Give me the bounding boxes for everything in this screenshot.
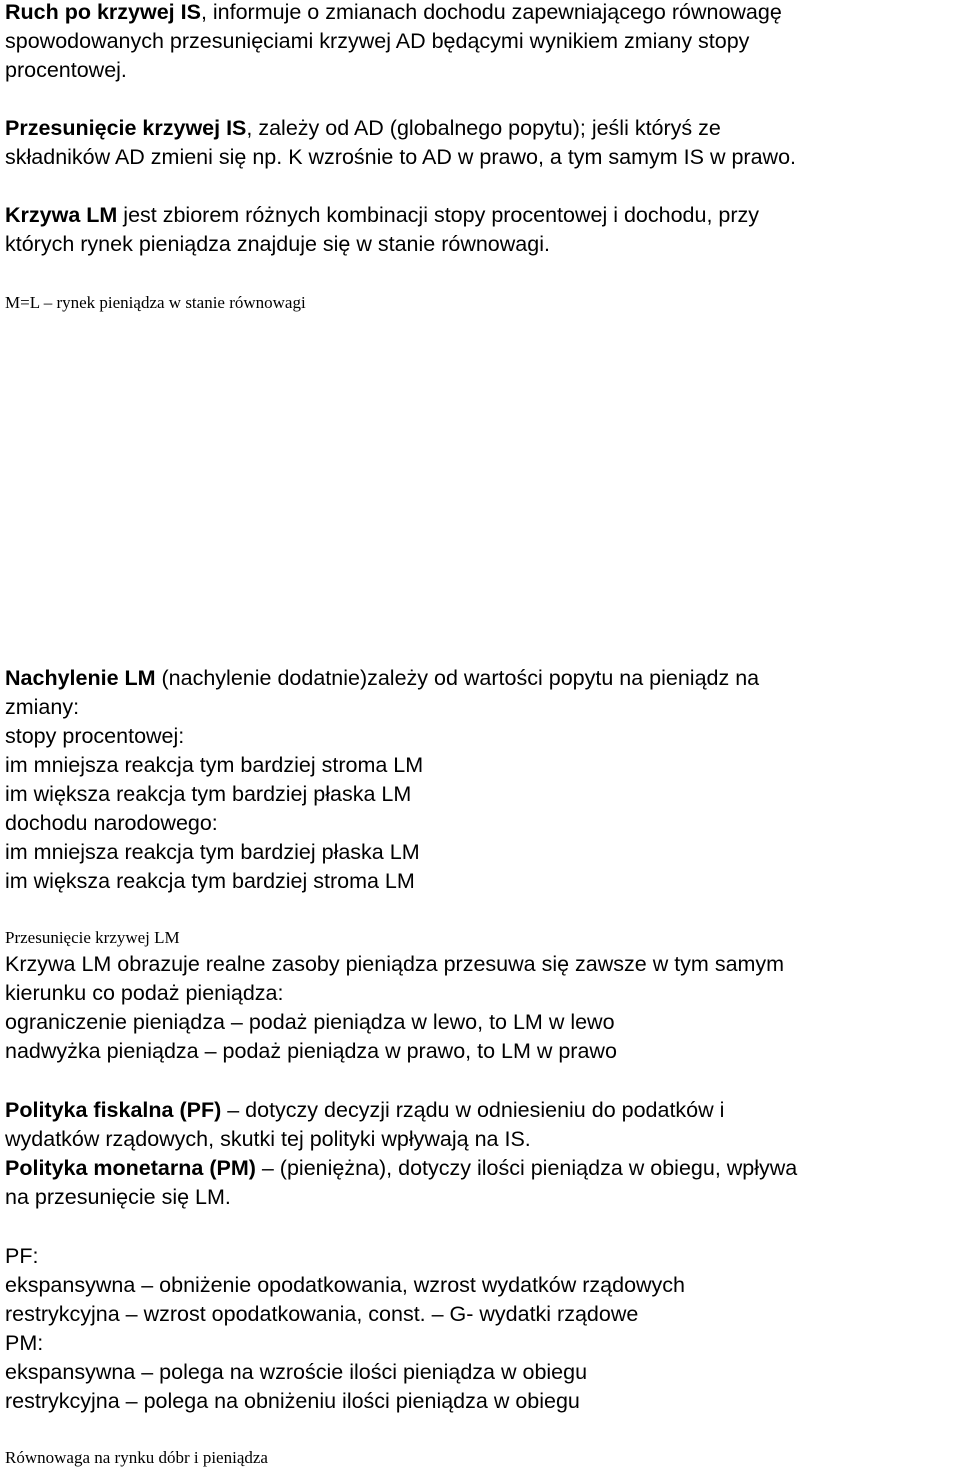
pm-line2: na przesunięcie się LM. [5,1185,231,1209]
p5-line: im mniejsza reakcja tym bardziej płaska LM [5,840,420,864]
p2-line2: składników AD zmieni się np. K wzrośnie to AD w prawo, a tym samym IS w prawo. [5,145,796,169]
p5-term: Nachylenie LM [5,666,156,690]
p8-line: ekspansywna – obniżenie opodatkowania, wzrost wydatków rządowych [5,1273,686,1297]
p6-line: ograniczenie pieniądza – podaż pieniądza w lewo, to LM w lewo [5,1010,615,1034]
pm-line1 [5,1154,797,1183]
p3-line2: których rynek pieniądza znajduje się w stanie równowagi. [5,232,550,256]
pm-term: Polityka monetarna (PM) [5,1156,256,1180]
p8-line: restrykcyjna – polega na obniżeniu ilości pieniądza w obiegu [5,1389,580,1413]
p2-term: Przesunięcie krzywej IS [5,116,247,140]
p3-line1 [5,201,759,230]
p3-text: jest zbiorem różnych kombinacji stopy procentowej i dochodu, przy [117,203,760,227]
p6-line: nadwyżka pieniądza – podaż pieniądza w prawo, to LM w prawo [5,1039,617,1063]
p2-text: , zależy od AD (globalnego popytu); jeśli któryś ze [246,116,721,140]
p6-line: kierunku co podaż pieniądza: [5,981,284,1005]
p5-line: zmiany: [5,695,80,719]
p5-line1 [5,664,759,693]
pf-line2: wydatków rządowych, skutki tej polityki wpływają na IS. [5,1127,531,1151]
p8-line: PF: [5,1244,39,1268]
pf-term: Polityka fiskalna (PF) [5,1098,222,1122]
p1-term: Ruch po krzywej IS [5,0,201,24]
pf-text: – dotyczy decyzji rządu w odniesieniu do podatków i [221,1098,725,1122]
p2-line1 [5,114,721,143]
p5-line: dochodu narodowego: [5,811,218,835]
p5-line: stopy procentowej: [5,724,185,748]
p5-line: im większa reakcja tym bardziej płaska LM [5,782,412,806]
p8-line: ekspansywna – polega na wzroście ilości pieniądza w obiegu [5,1360,588,1384]
p5-text: (nachylenie dodatnie)zależy od wartości popytu na pieniądz na [155,666,760,690]
equilibrium-heading: Równowaga na rynku dóbr i pieniądza [5,1448,268,1467]
pf-line1 [5,1096,724,1125]
p5-line: im większa reakcja tym bardziej stroma LM [5,869,415,893]
p8-line: PM: [5,1331,44,1355]
p1-text: , informuje o zmianach dochodu zapewniającego równowagę [200,0,782,24]
ml-heading: M=L – rynek pieniądza w stanie równowagi [5,293,306,312]
p3-term: Krzywa LM [5,203,118,227]
p5-line: im mniejsza reakcja tym bardziej stroma LM [5,753,424,777]
p1-line3: procentowej. [5,58,127,82]
p1-line1 [5,0,782,27]
p6-line: Krzywa LM obrazuje realne zasoby pieniądza przesuwa się zawsze w tym samym [5,952,785,976]
pm-text: – (pieniężna), dotyczy ilości pieniądza w obiegu, wpływa [255,1156,798,1180]
lm-shift-heading: Przesunięcie krzywej LM [5,928,180,947]
p8-line: restrykcyjna – wzrost opodatkowania, const. – G- wydatki rządowe [5,1302,639,1326]
p1-line2: spowodowanych przesunięciami krzywej AD będącymi wynikiem zmiany stopy [5,29,750,53]
